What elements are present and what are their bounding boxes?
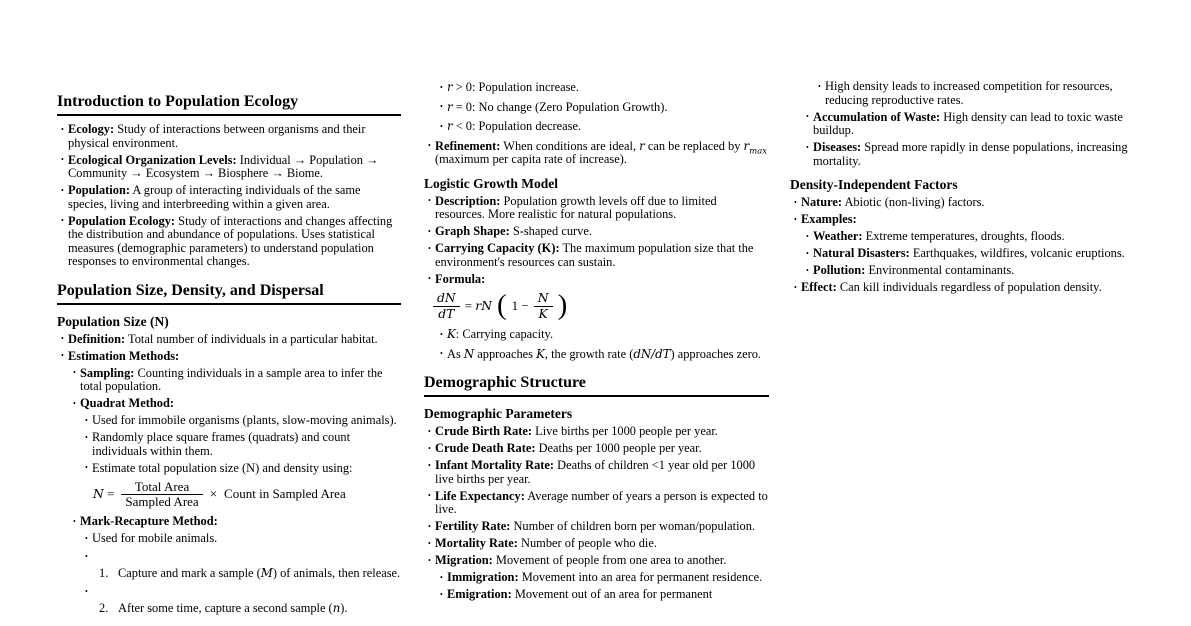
item-label: Description: bbox=[435, 193, 501, 208]
item-text: Population growth levels off due to limited resources. More realistic for natural populations. bbox=[435, 193, 717, 221]
math-var: r bbox=[639, 138, 645, 153]
item-label: Pollution: bbox=[813, 263, 866, 277]
item-text: Average number of years a person is expected to live. bbox=[435, 488, 768, 516]
math-var: N bbox=[537, 291, 549, 305]
list-item bbox=[57, 515, 401, 529]
bullet-marker-icon: • bbox=[85, 533, 88, 543]
bullet-marker-icon: • bbox=[806, 248, 809, 258]
list-item bbox=[424, 571, 769, 585]
item-text: As N approaches K, the growth rate (dN/dT) approaches zero. bbox=[447, 346, 761, 361]
item-text: Earthquakes, wildfires, volcanic eruptions. bbox=[912, 246, 1125, 260]
bullet-marker-icon: • bbox=[428, 226, 431, 236]
item-text: Deaths per 1000 people per year. bbox=[538, 441, 702, 455]
bullet-marker-icon: • bbox=[794, 282, 797, 292]
list-item bbox=[790, 80, 1136, 107]
item-text: Study of interactions and changes affecting the distribution and abundance of populations. Uses statistical measures (demographic parameters) to understand population responses to environmental changes. bbox=[68, 213, 393, 268]
list-item bbox=[424, 348, 769, 362]
item-label: Carrying Capacity (K): bbox=[435, 241, 560, 255]
item-text: K: Carrying capacity. bbox=[447, 327, 554, 341]
numbered-list-item bbox=[57, 567, 401, 581]
quadrat-formula bbox=[93, 480, 401, 508]
math-subscript: max bbox=[749, 145, 768, 156]
item-label: Ecology: bbox=[68, 122, 115, 136]
item-label: Immigration: bbox=[447, 570, 519, 584]
item-text: Movement out of an area for permanent bbox=[514, 587, 713, 601]
column-3 bbox=[790, 80, 1136, 298]
item-label: Effect: bbox=[801, 280, 837, 294]
item-text: Movement of people from one area to another. bbox=[495, 553, 727, 567]
formula-rhs: Count in Sampled Area bbox=[224, 486, 346, 502]
bullet-marker-icon: • bbox=[61, 155, 64, 164]
fraction-numerator bbox=[433, 291, 460, 306]
list-item bbox=[424, 273, 769, 287]
item-text: r > 0: Population increase. bbox=[447, 80, 580, 94]
math-var: dN/dT bbox=[633, 346, 671, 361]
list-item bbox=[424, 140, 769, 167]
item-text: A group of interacting individuals of the same species, living and interbreeding within a given area. bbox=[68, 183, 361, 211]
fraction bbox=[121, 480, 202, 508]
list-item bbox=[57, 431, 401, 458]
item-label: Infant Mortality Rate: bbox=[435, 458, 555, 472]
math-var: N bbox=[463, 346, 475, 361]
math-var: dT bbox=[438, 306, 455, 321]
bullet-marker-icon: • bbox=[73, 398, 76, 408]
list-item bbox=[57, 184, 401, 211]
list-item bbox=[424, 81, 769, 95]
list-item bbox=[424, 490, 769, 517]
item-text: The maximum population size that the environment's resources can sustain. bbox=[435, 241, 754, 269]
item-text: Spread more rapidly in dense populations, increasing mortality. bbox=[813, 140, 1128, 168]
list-item bbox=[424, 442, 769, 456]
bullet-marker-icon: • bbox=[428, 521, 431, 531]
section-heading: Introduction to Population Ecology bbox=[57, 93, 401, 116]
bullet-marker-icon: • bbox=[85, 432, 88, 442]
math-var: M bbox=[260, 566, 273, 580]
item-text: Live births per 1000 people per year. bbox=[535, 424, 718, 438]
math-var: r bbox=[447, 99, 453, 114]
list-item bbox=[424, 328, 769, 342]
bullet-marker-icon: • bbox=[818, 81, 821, 91]
formula-lhs: N = bbox=[93, 485, 115, 501]
bullet-marker-icon: • bbox=[428, 141, 431, 150]
list-item bbox=[57, 154, 401, 181]
list-item bbox=[790, 247, 1136, 261]
bullet-marker-icon: • bbox=[428, 555, 431, 565]
item-text: Abiotic (non-living) factors. bbox=[844, 195, 985, 209]
item-text: High density can lead to toxic waste buildup. bbox=[813, 109, 1123, 137]
item-text: High density leads to increased competition for resources, reducing reproductive rates. bbox=[825, 79, 1113, 107]
subsection-heading: Demographic Parameters bbox=[424, 406, 573, 421]
item-label: Definition: bbox=[68, 331, 126, 346]
fraction-numerator: Total Area bbox=[134, 479, 190, 494]
logistic-formula bbox=[433, 288, 769, 321]
item-label: Refinement: bbox=[435, 138, 501, 153]
list-item bbox=[424, 588, 769, 602]
list-item bbox=[424, 537, 769, 551]
fraction-denominator bbox=[433, 306, 460, 322]
item-text: Capture and mark a sample (M) of animals, then release. bbox=[118, 566, 401, 580]
item-label: Population Ecology: bbox=[68, 213, 176, 228]
bullet-marker-icon: • bbox=[61, 185, 64, 195]
empty-list-item bbox=[57, 585, 401, 595]
bullet-marker-icon: • bbox=[85, 463, 88, 472]
formula-inner: 1 − bbox=[511, 298, 529, 314]
item-label: Population: bbox=[68, 183, 130, 197]
list-item bbox=[424, 425, 769, 439]
list-item bbox=[57, 414, 401, 428]
item-text: Number of children born per woman/population. bbox=[513, 519, 756, 533]
math-var: rN bbox=[475, 298, 492, 313]
column-1 bbox=[57, 93, 401, 620]
bullet-marker-icon: • bbox=[428, 538, 431, 548]
bullet-marker-icon: • bbox=[428, 243, 431, 253]
subsection-heading: Logistic Growth Model bbox=[424, 175, 558, 191]
fraction-denominator bbox=[534, 306, 553, 322]
item-label: Formula: bbox=[435, 271, 486, 286]
item-text: Used for mobile animals. bbox=[92, 531, 218, 545]
bullet-marker-icon: • bbox=[806, 112, 809, 121]
bullet-marker-icon: • bbox=[440, 121, 443, 131]
item-label: Diseases: bbox=[813, 140, 862, 154]
fraction bbox=[534, 291, 553, 321]
bullet-marker-icon: • bbox=[61, 124, 64, 134]
item-text: r < 0: Population decrease. bbox=[447, 119, 582, 133]
item-label: Fertility Rate: bbox=[435, 519, 511, 533]
list-item bbox=[790, 281, 1136, 295]
item-number: 1. bbox=[99, 566, 109, 580]
section-heading: Population Size, Density, and Dispersal bbox=[57, 282, 401, 305]
list-item bbox=[424, 195, 769, 222]
item-text: S-shaped curve. bbox=[512, 224, 592, 238]
item-text: Total number of individuals in a particular habitat. bbox=[128, 331, 378, 346]
item-label: Accumulation of Waste: bbox=[813, 109, 941, 124]
list-item bbox=[424, 225, 769, 239]
math-var: K bbox=[538, 306, 548, 321]
bullet-marker-icon: • bbox=[440, 349, 443, 358]
list-item bbox=[790, 141, 1136, 168]
item-text: Counting individuals in a sample area to infer the total population. bbox=[80, 365, 383, 393]
item-label: Nature: bbox=[801, 195, 843, 209]
open-paren: ( bbox=[497, 288, 507, 321]
list-item bbox=[790, 230, 1136, 244]
column-2 bbox=[424, 81, 769, 605]
item-text: Used for immobile organisms (plants, slow-moving animals). bbox=[92, 413, 397, 427]
item-text: Movement into an area for permanent residence. bbox=[521, 570, 763, 584]
list-item bbox=[57, 215, 401, 269]
bullet-marker-icon: • bbox=[428, 491, 431, 500]
list-item bbox=[424, 120, 769, 134]
item-text: Estimate total population size (N) and density using: bbox=[92, 460, 353, 475]
item-text: After some time, capture a second sample (n). bbox=[118, 601, 348, 615]
item-text: Deaths of children <1 year old per 1000 live births per year. bbox=[435, 458, 756, 486]
item-label: Weather: bbox=[813, 229, 863, 243]
item-label: Life Expectancy: bbox=[435, 488, 525, 503]
bullet-marker-icon: • bbox=[61, 216, 64, 225]
bullet-marker-icon: • bbox=[428, 196, 431, 205]
list-item bbox=[424, 101, 769, 115]
list-item bbox=[424, 242, 769, 269]
bullet-marker-icon: • bbox=[794, 214, 797, 224]
math-var: N bbox=[93, 486, 104, 501]
item-text: Number of people who die. bbox=[521, 536, 657, 550]
item-label: Ecological Organization Levels: bbox=[68, 152, 237, 167]
subsection-heading: Density-Independent Factors bbox=[790, 177, 958, 192]
math-var: K bbox=[447, 327, 456, 341]
math-var: K bbox=[536, 346, 545, 361]
item-text: When conditions are ideal, r can be replaced by $r_{max}$ (maximum per capita rate of increase). bbox=[435, 138, 768, 166]
bullet-marker-icon: • bbox=[440, 329, 443, 339]
item-label: Crude Birth Rate: bbox=[435, 424, 533, 438]
list-item bbox=[57, 397, 401, 411]
bullet-marker-icon: • bbox=[428, 460, 431, 470]
item-label: Estimation Methods: bbox=[68, 348, 180, 363]
bullet-marker-icon: • bbox=[428, 426, 431, 436]
item-label: Natural Disasters: bbox=[813, 246, 910, 260]
list-item bbox=[790, 196, 1136, 210]
bullet-marker-icon: • bbox=[61, 351, 64, 360]
bullet-marker-icon: • bbox=[428, 443, 431, 453]
item-label: Sampling: bbox=[80, 365, 135, 380]
fraction bbox=[433, 291, 460, 321]
item-text: Individual → Population → Community → Ecosystem → Biosphere → Biome. bbox=[68, 152, 379, 180]
bullet-marker-icon: • bbox=[428, 274, 431, 283]
bullet-marker-icon: • bbox=[440, 82, 443, 92]
bullet-marker-icon: • bbox=[794, 197, 797, 207]
bullet-marker-icon: • bbox=[61, 334, 64, 343]
bullet-marker-icon: • bbox=[440, 589, 443, 599]
item-label: Emigration: bbox=[447, 587, 512, 601]
bullet-marker-icon: • bbox=[806, 265, 809, 275]
math-var: dN bbox=[437, 291, 456, 305]
item-label: Mortality Rate: bbox=[435, 536, 518, 550]
list-item bbox=[424, 520, 769, 534]
item-text: Environmental contaminants. bbox=[868, 263, 1015, 277]
list-item bbox=[57, 350, 401, 364]
bullet-marker-icon: • bbox=[85, 586, 88, 596]
bullet-marker-icon: • bbox=[806, 142, 809, 152]
list-item bbox=[790, 264, 1136, 278]
bullet-marker-icon: • bbox=[440, 572, 443, 582]
item-label: Quadrat Method: bbox=[80, 396, 174, 410]
item-label: Mark-Recapture Method: bbox=[80, 514, 218, 528]
item-text: r = 0: No change (Zero Population Growth). bbox=[447, 99, 668, 114]
formula-equals: = rN bbox=[464, 297, 492, 313]
list-item bbox=[57, 333, 401, 347]
list-item bbox=[790, 213, 1136, 227]
list-item bbox=[424, 459, 769, 486]
list-item bbox=[790, 111, 1136, 138]
item-label: Graph Shape: bbox=[435, 224, 510, 238]
item-text: Can kill individuals regardless of population density. bbox=[839, 280, 1102, 294]
math-var: r bbox=[743, 138, 750, 153]
item-text: Study of interactions between organisms and their physical environment. bbox=[68, 122, 366, 150]
bullet-marker-icon: • bbox=[440, 102, 443, 111]
fraction-numerator bbox=[534, 291, 553, 306]
item-label: Examples: bbox=[801, 212, 857, 226]
empty-list-item bbox=[57, 550, 401, 560]
list-item bbox=[57, 123, 401, 150]
item-text: Extreme temperatures, droughts, floods. bbox=[865, 229, 1065, 243]
math-var: n bbox=[332, 601, 341, 615]
bullet-marker-icon: • bbox=[73, 516, 76, 526]
bullet-marker-icon: • bbox=[85, 415, 88, 425]
bullet-marker-icon: • bbox=[73, 368, 76, 377]
section-heading: Demographic Structure bbox=[424, 374, 769, 397]
list-item bbox=[57, 462, 401, 476]
list-item bbox=[57, 367, 401, 394]
bullet-marker-icon: • bbox=[806, 231, 809, 241]
math-var: r bbox=[447, 80, 453, 94]
list-item bbox=[424, 554, 769, 568]
item-label: Crude Death Rate: bbox=[435, 441, 536, 455]
subsection-heading: Population Size (N) bbox=[57, 313, 169, 329]
close-paren: ) bbox=[557, 288, 568, 321]
item-number: 2. bbox=[99, 601, 109, 615]
bullet-marker-icon: • bbox=[85, 551, 88, 561]
times-operator: × bbox=[209, 486, 218, 502]
item-label: Migration: bbox=[435, 553, 493, 567]
numbered-list-item bbox=[57, 602, 401, 616]
math-var: r bbox=[447, 119, 453, 133]
fraction-denominator: Sampled Area bbox=[121, 494, 202, 509]
list-item bbox=[57, 532, 401, 546]
item-text: Randomly place square frames (quadrats) and count individuals within them. bbox=[92, 430, 351, 458]
